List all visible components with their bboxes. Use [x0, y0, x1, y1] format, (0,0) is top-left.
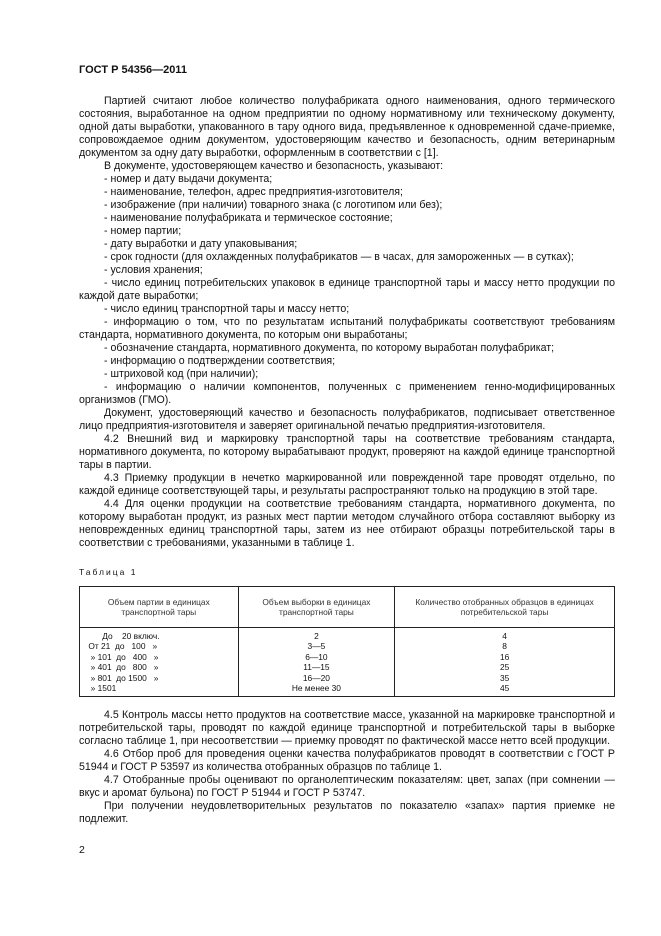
section-text-lower	[79, 709, 615, 826]
table-row	[80, 662, 615, 672]
list-item: - дату выработки и дату упаковывания;	[104, 238, 298, 250]
cell: 25	[395, 662, 615, 672]
cell: 16—20	[238, 673, 395, 683]
paragraph: В документе, удостоверяющем качество и безопасность, указывают:	[104, 160, 444, 172]
list-item: - изображение (при наличии) товарного знака (с логотипом или без);	[104, 199, 443, 211]
cell: 45	[395, 683, 615, 697]
paragraph-4-6: 4.6 Отбор проб для проведения оценки качества полуфабрикатов проводят в соответствии с ГОСТ Р 51944 и ГОСТ Р 53597 из количества отобранных образцов по таблице 1.	[79, 748, 615, 773]
document-header: ГОСТ Р 54356—2011	[79, 64, 187, 76]
paragraph: Партией считают любое количество полуфабриката одного наименования, одного термического состояния, выработанное на одном предприятии по одному нормативному или техническому документу, одной даты выработки, упакованного в тару одного вида, предъявленное к одновременной сдаче-приемке, сопровождаемое одним документом, удостоверяющим качество и безопасность, одним ветеринарным документом за одну дату выработки, оформленным в соответствии с [1].	[79, 95, 615, 159]
paragraph-4-5: 4.5 Контроль массы нетто продуктов на соответствие массе, указанной на маркировке транспортной и потребительской тары, проводят по каждой единице транспортной и потребительской тары в выборке согласно таблице 1, при несоответствии — приемку проводят по фактической массе нетто всей продукции.	[79, 709, 615, 747]
table-header-row	[80, 587, 615, 628]
list-item: - информацию о наличии компонентов, полученных с применением генно-модифицированных организмов (ГМО).	[79, 381, 615, 406]
table-row	[80, 652, 615, 662]
cell: » 101 до 400 »	[80, 652, 239, 662]
column-header: Количество отобранных образцов в единицах потребительской тары	[395, 587, 615, 628]
cell: 8	[395, 641, 615, 651]
cell: 11—15	[238, 662, 395, 672]
list-item: - обозначение стандарта, нормативного документа, по которому выработан полуфабрикат;	[104, 342, 555, 354]
list-item: - наименование, телефон, адрес предприятия-изготовителя;	[104, 186, 403, 198]
paragraph-4-4: 4.4 Для оценки продукции на соответствие требованиям стандарта, нормативного документа, по которому выработан продукт, из разных мест партии методом случайного отбора составляют выборку из неповрежденных единиц транспортной тары, затем из нее отбирают образцы потребительской тары в соответствии с требованиями, указанными в таблице 1.	[79, 498, 615, 549]
list-item: - информацию о подтверждении соответствия;	[104, 355, 336, 367]
list-item: - информацию о том, что по результатам испытаний полуфабрикаты соответствуют требованиям стандарта, нормативного документа, по которым они выработаны;	[79, 316, 615, 341]
sampling-table	[79, 586, 615, 697]
page-number: 2	[79, 844, 85, 856]
paragraph-4-7: 4.7 Отобранные пробы оценивают по органолептическим показателям: цвет, запах (при сомнении — вкус и аромат бульона) по ГОСТ Р 51944 и ГОСТ Р 53747.	[79, 774, 615, 799]
cell: 16	[395, 652, 615, 662]
cell: 3—5	[238, 641, 395, 651]
paragraph-4-3: 4.3 Приемку продукции в нечетко маркированной или поврежденной таре проводят отдельно, по каждой единице соответствующей тары, и результаты распространяют только на продукцию в этой таре.	[79, 472, 615, 497]
section-text-upper	[79, 95, 615, 550]
column-header: Объем выборки в единицах транспортной тары	[238, 587, 395, 628]
table-caption: Таблица 1	[79, 567, 138, 577]
table-row	[80, 683, 615, 697]
cell: 2	[238, 628, 395, 642]
table-row	[80, 673, 615, 683]
list-item: - номер партии;	[104, 225, 182, 237]
table-row	[80, 628, 615, 642]
cell: » 1501	[80, 683, 239, 697]
cell: » 401 до 800 »	[80, 662, 239, 672]
list-item: - число единиц транспортной тары и массу нетто;	[104, 303, 350, 315]
paragraph: При получении неудовлетворительных результатов по показателю «запах» партия приемке не подлежит.	[79, 800, 615, 825]
paragraph: Документ, удостоверяющий качество и безопасность полуфабрикатов, подписывает ответственное лицо предприятия-изготовителя и заверяет оригинальной печатью предприятия-изготовителя.	[79, 407, 615, 432]
list-item: - наименование полуфабриката и термическое состояние;	[104, 212, 393, 224]
list-item: - штриховой код (при наличии);	[104, 368, 259, 380]
cell: 6—10	[238, 652, 395, 662]
cell: 4	[395, 628, 615, 642]
table-row	[80, 641, 615, 651]
cell: 35	[395, 673, 615, 683]
cell: От 21 до 100 »	[80, 641, 239, 651]
list-item: - число единиц потребительских упаковок в единице транспортной тары и массу нетто продукции по каждой дате выработки;	[79, 277, 615, 302]
column-header: Объем партии в единицах транспортной тары	[80, 587, 239, 628]
cell: До 20 включ.	[80, 628, 239, 642]
cell: » 801 до 1500 »	[80, 673, 239, 683]
list-item: - срок годности (для охлажденных полуфабрикатов — в часах, для замороженных — в сутках);	[104, 251, 574, 263]
list-item: - условия хранения;	[104, 264, 203, 276]
list-item: - номер и дату выдачи документа;	[104, 173, 273, 185]
paragraph-4-2: 4.2 Внешний вид и маркировку транспортной тары на соответствие требованиям стандарта, нормативного документа, по которому вырабатывают продукт, проверяют на каждой единице транспортной тары в партии.	[79, 433, 615, 471]
cell: Не менее 30	[238, 683, 395, 697]
